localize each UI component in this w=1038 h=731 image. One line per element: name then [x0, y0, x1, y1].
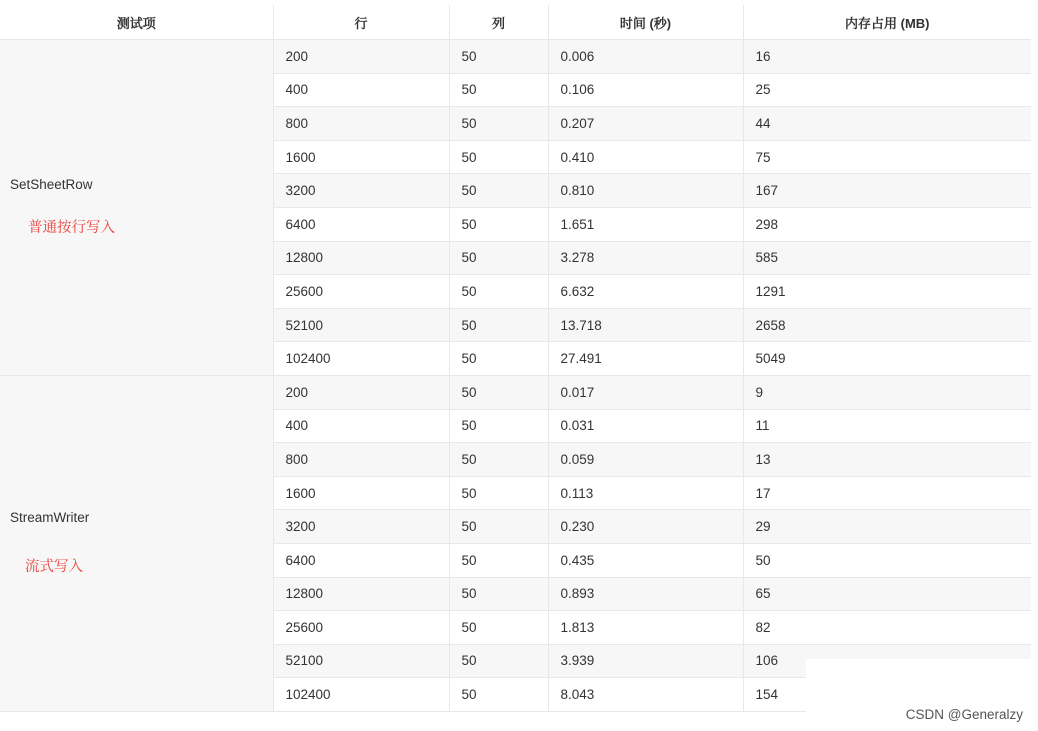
column-header-cols: 列 — [449, 5, 548, 40]
cell-mem: 75 — [743, 140, 1031, 174]
cell-cols: 50 — [449, 140, 548, 174]
cell-time: 1.651 — [548, 207, 743, 241]
cell-cols: 50 — [449, 443, 548, 477]
table-row — [0, 40, 1031, 74]
cell-rows: 25600 — [273, 611, 449, 645]
cell-time: 0.113 — [548, 476, 743, 510]
cell-cols: 50 — [449, 543, 548, 577]
cell-time: 0.017 — [548, 375, 743, 409]
cell-time: 13.718 — [548, 308, 743, 342]
cell-time: 0.207 — [548, 107, 743, 141]
cell-time: 27.491 — [548, 342, 743, 376]
cell-cols: 50 — [449, 342, 548, 376]
cell-time: 3.939 — [548, 644, 743, 678]
column-header-memory: 内存占用 (MB) — [743, 5, 1031, 40]
cell-cols: 50 — [449, 241, 548, 275]
group-cell — [0, 40, 273, 376]
cell-rows: 1600 — [273, 140, 449, 174]
column-header-test-item: 测试项 — [0, 5, 273, 40]
cell-mem: 2658 — [743, 308, 1031, 342]
cell-rows: 25600 — [273, 275, 449, 309]
cell-rows: 6400 — [273, 207, 449, 241]
cell-rows: 1600 — [273, 476, 449, 510]
cell-mem: 50 — [743, 543, 1031, 577]
watermark-text: CSDN @Generalzy — [905, 707, 1023, 722]
cell-mem: 16 — [743, 40, 1031, 74]
cell-cols: 50 — [449, 207, 548, 241]
cell-mem: 82 — [743, 611, 1031, 645]
cell-cols: 50 — [449, 308, 548, 342]
cell-time: 0.031 — [548, 409, 743, 443]
group-name: SetSheetRow — [10, 177, 93, 193]
cell-mem: 5049 — [743, 342, 1031, 376]
cell-mem: 65 — [743, 577, 1031, 611]
table-header-row — [0, 5, 1031, 40]
cell-cols: 50 — [449, 611, 548, 645]
cell-time: 8.043 — [548, 678, 743, 712]
cell-cols: 50 — [449, 476, 548, 510]
benchmark-table — [0, 5, 1031, 712]
cell-cols: 50 — [449, 107, 548, 141]
cell-cols: 50 — [449, 73, 548, 107]
cell-mem: 167 — [743, 174, 1031, 208]
cell-cols: 50 — [449, 174, 548, 208]
cell-rows: 800 — [273, 443, 449, 477]
cell-cols: 50 — [449, 275, 548, 309]
cell-cols: 50 — [449, 40, 548, 74]
cell-mem: 106 — [743, 644, 1031, 678]
cell-rows: 800 — [273, 107, 449, 141]
cell-rows: 102400 — [273, 342, 449, 376]
group-note: 普通按行写入 — [28, 220, 115, 237]
cell-mem: 298 — [743, 207, 1031, 241]
cell-rows: 52100 — [273, 644, 449, 678]
cell-cols: 50 — [449, 678, 548, 712]
cell-cols: 50 — [449, 644, 548, 678]
cell-time: 0.410 — [548, 140, 743, 174]
cell-time: 6.632 — [548, 275, 743, 309]
cell-rows: 200 — [273, 40, 449, 74]
cell-rows: 12800 — [273, 241, 449, 275]
cell-rows: 12800 — [273, 577, 449, 611]
cell-cols: 50 — [449, 375, 548, 409]
cell-mem: 11 — [743, 409, 1031, 443]
cell-mem: 585 — [743, 241, 1031, 275]
cell-rows: 6400 — [273, 543, 449, 577]
cell-time: 0.893 — [548, 577, 743, 611]
group-note: 流式写入 — [25, 559, 83, 576]
cell-time: 3.278 — [548, 241, 743, 275]
cell-rows: 200 — [273, 375, 449, 409]
cell-time: 0.059 — [548, 443, 743, 477]
cell-rows: 400 — [273, 409, 449, 443]
cell-rows: 400 — [273, 73, 449, 107]
cell-time: 0.435 — [548, 543, 743, 577]
cell-cols: 50 — [449, 409, 548, 443]
cell-rows: 102400 — [273, 678, 449, 712]
column-header-time: 时间 (秒) — [548, 5, 743, 40]
group-cell — [0, 375, 273, 711]
cell-mem: 25 — [743, 73, 1031, 107]
cell-mem: 1291 — [743, 275, 1031, 309]
cell-mem: 29 — [743, 510, 1031, 544]
table-body — [0, 40, 1031, 712]
cell-mem: 9 — [743, 375, 1031, 409]
cell-time: 0.006 — [548, 40, 743, 74]
cell-time: 0.230 — [548, 510, 743, 544]
cell-mem: 13 — [743, 443, 1031, 477]
cell-mem: 154 — [743, 678, 1031, 712]
cell-mem: 44 — [743, 107, 1031, 141]
group-name: StreamWriter — [10, 510, 90, 526]
cell-time: 0.106 — [548, 73, 743, 107]
cell-rows: 3200 — [273, 174, 449, 208]
column-header-rows: 行 — [273, 5, 449, 40]
cell-cols: 50 — [449, 577, 548, 611]
cell-cols: 50 — [449, 510, 548, 544]
cell-mem: 17 — [743, 476, 1031, 510]
cell-rows: 3200 — [273, 510, 449, 544]
cell-time: 1.813 — [548, 611, 743, 645]
cell-time: 0.810 — [548, 174, 743, 208]
cell-rows: 52100 — [273, 308, 449, 342]
table-row — [0, 375, 1031, 409]
